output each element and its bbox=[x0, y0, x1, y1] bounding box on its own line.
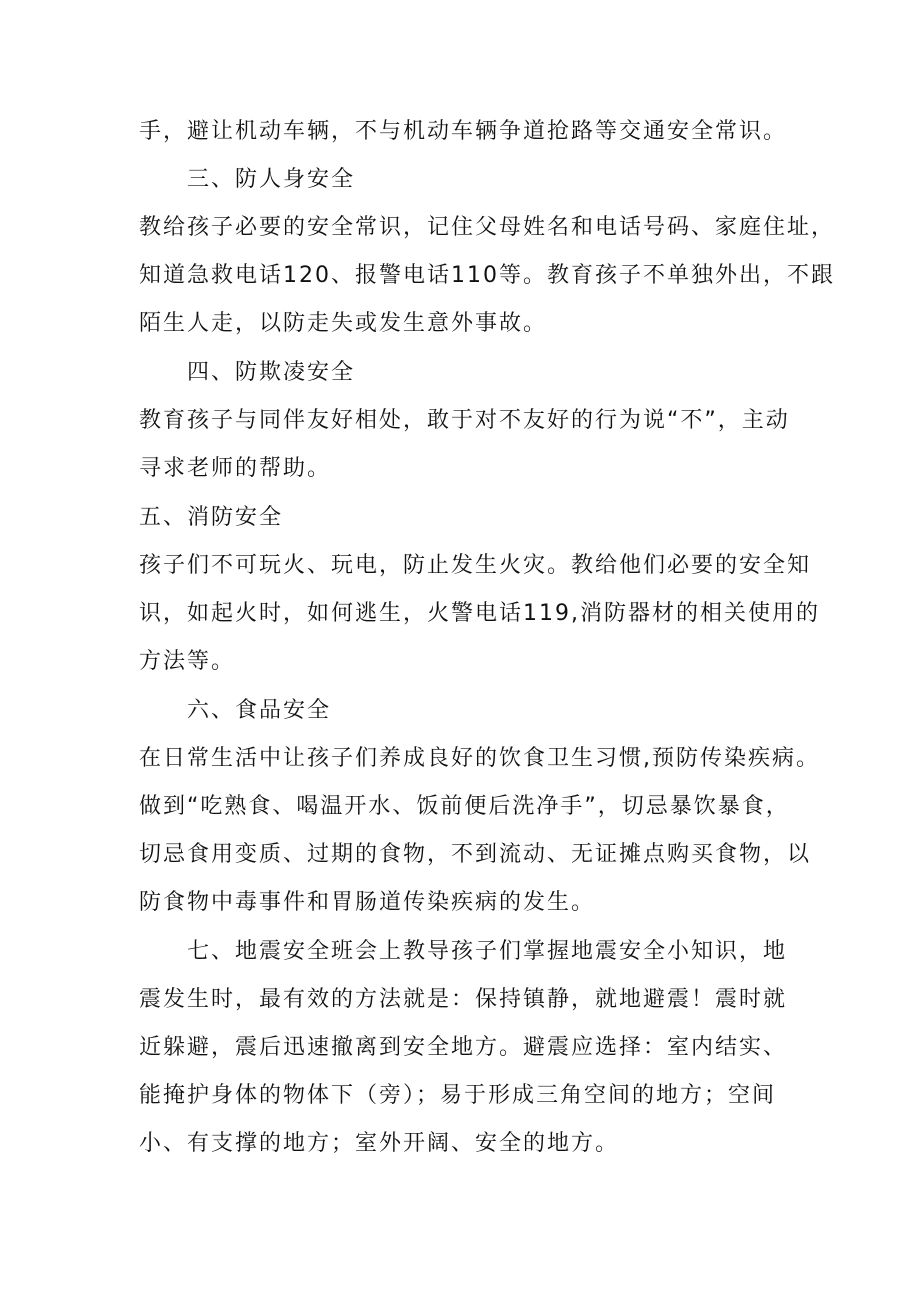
text-line: 识，如起火时，如何逃生，火警电话119,消防器材的相关使用的 bbox=[139, 601, 820, 626]
text-line: 近躲避，震后迅速撤离到安全地方。避震应选择：室内结实、 bbox=[139, 1035, 788, 1060]
text-line: 知道急救电话120、报警电话110等。教育孩子不单独外出，不跟 bbox=[139, 263, 835, 288]
text-line: 防食物中毒事件和胃肠道传染疾病的发生。 bbox=[139, 890, 596, 915]
text-line: 寻求老师的帮助。 bbox=[139, 456, 332, 481]
text-line: 方法等。 bbox=[139, 649, 236, 674]
section-heading-earthquake-safety: 七、地震安全班会上教导孩子们掌握地震安全小知识，地 bbox=[187, 939, 788, 964]
text-line: 震发生时，最有效的方法就是：保持镇静，就地避震！震时就 bbox=[139, 987, 788, 1012]
text-line: 教给孩子必要的安全常识，记住父母姓名和电话号码、家庭住址， bbox=[139, 215, 836, 240]
text-line: 能掩护身体的物体下（旁）；易于形成三角空间的地方；空间 bbox=[139, 1083, 777, 1108]
section-heading-fire-safety: 五、消防安全 bbox=[139, 505, 284, 530]
section-heading-personal-safety: 三、防人身安全 bbox=[187, 167, 356, 192]
section-heading-anti-bullying: 四、防欺凌安全 bbox=[187, 360, 356, 385]
text-line: 教育孩子与同伴友好相处，敢于对不友好的行为说“不”，主动 bbox=[139, 408, 790, 433]
text-line: 小、有支撑的地方；室外开阔、安全的地方。 bbox=[139, 1131, 620, 1156]
text-line: 在日常生活中让孩子们养成良好的饮食卫生习惯,预防传染疾病。 bbox=[139, 746, 820, 771]
section-heading-food-safety: 六、食品安全 bbox=[187, 698, 332, 723]
text-line: 切忌食用变质、过期的食物，不到流动、无证摊点购买食物，以 bbox=[139, 842, 812, 867]
text-line: 做到“吃熟食、喝温开水、饭前便后洗净手”，切忌暴饮暴食， bbox=[139, 794, 790, 819]
text-line: 手，避让机动车辆，不与机动车辆争道抢路等交通安全常识。 bbox=[139, 119, 788, 144]
text-line: 陌生人走，以防走失或发生意外事故。 bbox=[139, 311, 548, 336]
text-line: 孩子们不可玩火、玩电，防止发生火灾。教给他们必要的安全知 bbox=[139, 553, 812, 578]
